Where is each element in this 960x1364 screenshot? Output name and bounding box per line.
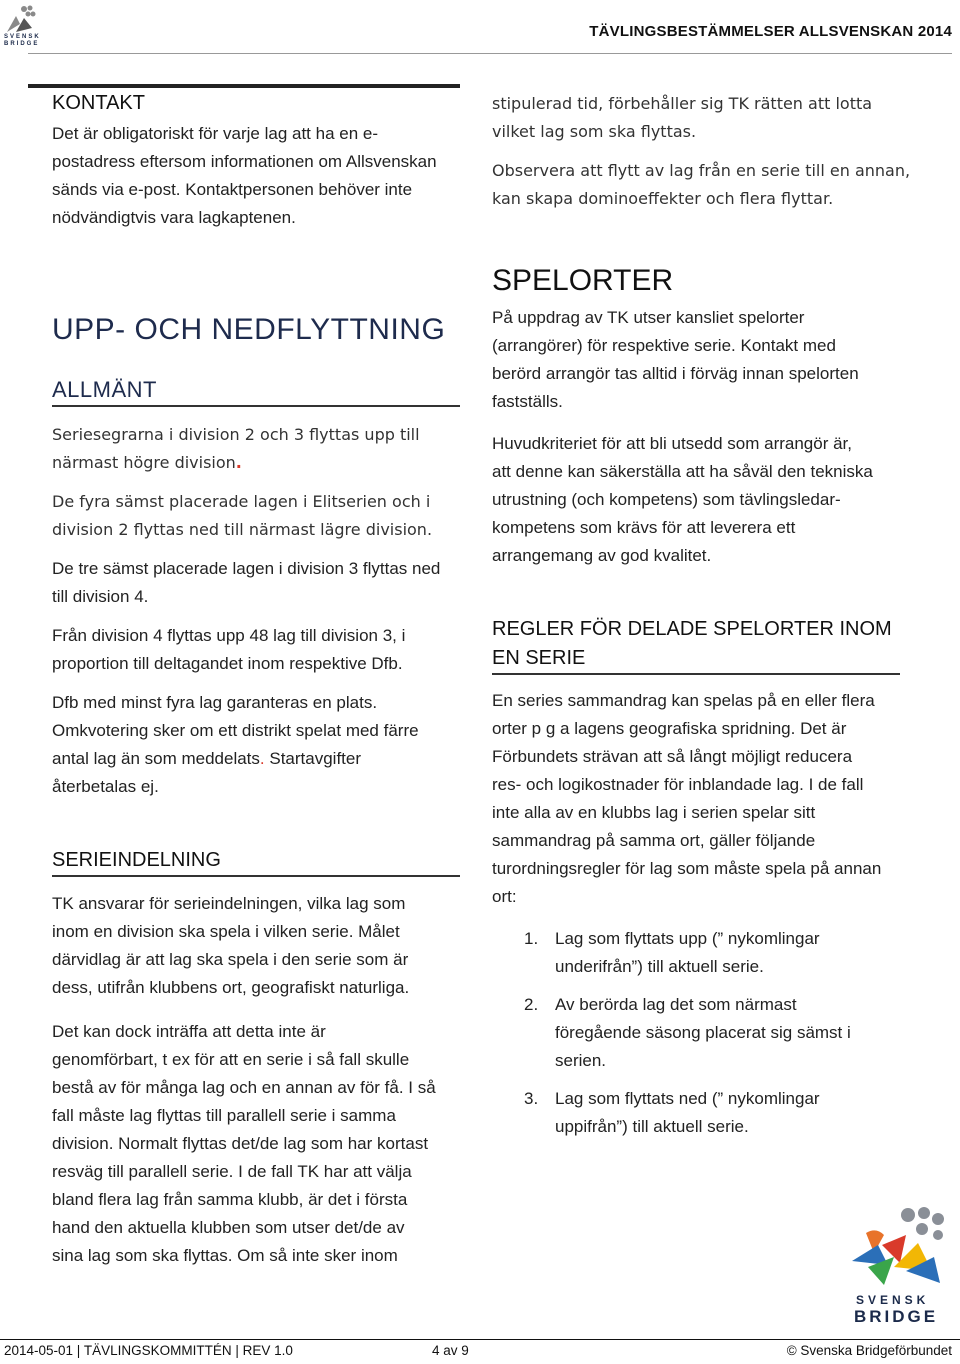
serieindelning-text: division. Normalt flyttas det/de lag som har kortast: [52, 1134, 429, 1153]
list-item-text: uppifrån”) till aktuell serie.: [555, 1117, 749, 1136]
kontakt-line: sänds via e-post. Kontaktpersonen behöver inte: [52, 180, 413, 199]
upp-ned-text-span: Startavgifter: [269, 749, 362, 768]
serieindelning-body: [52, 890, 462, 1270]
spelorter-section: [492, 262, 922, 300]
upp-ned-text: De tre sämst placerade lagen i division 3 flyttas ned: [52, 559, 441, 578]
serieindelning-text: sina lag som ska flyttas. Om så inte sker inom: [52, 1246, 398, 1265]
serieindelning-text: dess, utifrån klubbens ort, geografiskt naturliga.: [52, 978, 410, 997]
upp-ned-heading: UPP- OCH NEDFLYTTNING: [52, 313, 446, 346]
serieindelning-text: hand den aktuella klubben som utser det/de av: [52, 1218, 405, 1237]
upp-ned-text: Från division 4 flyttas upp 48 lag till division 3, i: [52, 626, 406, 645]
regler-text: res- och logikostnader för inblandade lag. I de fall: [492, 775, 864, 794]
continuation-text: kan skapa dominoeffekter och flera flyttar.: [492, 189, 834, 208]
footer-divider: [0, 1339, 960, 1340]
right-continuation: [492, 90, 922, 213]
spelorter-text: fastställs.: [492, 392, 563, 411]
footer-left: 2014-05-01 | TÄVLINGSKOMMITTÉN | REV 1.0: [4, 1343, 293, 1358]
serieindelning-text: resväg till parallell serie. I de fall TK har att välja: [52, 1162, 412, 1181]
regler-text: inte alla av en klubbs lag i serien spelar sitt: [492, 803, 816, 822]
spelorter-heading: SPELORTER: [492, 264, 674, 297]
spelorter-text: kompetens som krävs för att leverera ett: [492, 518, 796, 537]
spelorter-text: På uppdrag av TK utser kansliet spelorter: [492, 308, 805, 327]
kontakt-section: [52, 88, 462, 232]
serieindelning-text: därvidlag är att lag ska spela i den serie som är: [52, 950, 409, 969]
page-number: 4 av 9: [432, 1343, 469, 1358]
logo-text-bridge: BRIDGE: [854, 1307, 939, 1326]
logo-text-bottom: BRIDGE: [4, 41, 40, 47]
upp-ned-text: Seriesegrarna i division 2 och 3 flyttas upp till: [52, 425, 420, 444]
spelorter-body: [492, 304, 922, 570]
bridge-mark-icon: [848, 1205, 948, 1293]
serieindelning-text: Det kan dock inträffa att detta inte är: [52, 1022, 326, 1041]
upp-ned-text: division 2 flyttas ned till närmast lägre division.: [52, 520, 433, 539]
list-item-number: 1.: [524, 929, 539, 948]
regler-text: turordningsregler för lag som måste spela på annan: [492, 859, 882, 878]
upp-ned-text: Omkvotering sker om ett distrikt spelat med färre: [52, 721, 419, 740]
upp-ned-text: till division 4.: [52, 587, 149, 606]
list-item-text: Lag som flyttats ned (” nykomlingar: [555, 1089, 820, 1108]
upp-ned-text-span: antal lag än som meddelats: [52, 749, 260, 768]
regler-text: sammandrag på samma ort, gäller följande: [492, 831, 816, 850]
spelorter-text: arrangemang av god kvalitet.: [492, 546, 712, 565]
list-item-text: serien.: [555, 1051, 607, 1070]
upp-ned-text: [52, 449, 462, 477]
bridge-logo-icon: [4, 4, 38, 34]
serieindelning-text: bestå av för många lag och en annan av för få. I så: [52, 1078, 436, 1097]
regler-section: [492, 615, 922, 673]
serieindelning-text: TK ansvarar för serieindelningen, vilka lag som: [52, 894, 406, 913]
serieindelning-text: fall måste lag flyttas till parallell serie i samma: [52, 1106, 396, 1125]
list-item-text: underifrån”) till aktuell serie.: [555, 957, 764, 976]
list-item-text: Av berörda lag det som närmast: [555, 995, 797, 1014]
list-item-text: föregående säsong placerat sig sämst i: [555, 1023, 851, 1042]
kontakt-heading: KONTAKT: [52, 92, 145, 114]
document-title: TÄVLINGSBESTÄMMELSER ALLSVENSKAN 2014: [589, 23, 952, 40]
serieindelning-section: [52, 845, 462, 875]
serieindelning-text: genomförbart, t ex för att en serie i så fall skulle: [52, 1050, 410, 1069]
list-item: [492, 1085, 922, 1141]
list-item-number: 3.: [524, 1089, 539, 1108]
upp-ned-text: De fyra sämst placerade lagen i Elitserien och i: [52, 492, 431, 511]
list-item-text: Lag som flyttats upp (” nykomlingar: [555, 929, 820, 948]
kontakt-line: Det är obligatoriskt för varje lag att ha en e-: [52, 124, 378, 143]
footer-right: © Svenska Bridgeförbundet: [786, 1343, 952, 1358]
spelorter-text: utrustning (och kompetens) som tävlingsledar-: [492, 490, 841, 509]
serieindelning-text: bland flera lag från samma klubb, är det i första: [52, 1190, 408, 1209]
list-item-number: 2.: [524, 995, 539, 1014]
header-divider: [28, 53, 952, 54]
regler-text: ort:: [492, 887, 517, 906]
allmant-heading: ALLMÄNT: [52, 377, 157, 402]
turordning-list: [492, 925, 922, 1141]
upp-ned-section: [52, 310, 462, 350]
serieindelning-text: inom en division ska spela i vilken serie. Målet: [52, 922, 400, 941]
kontakt-line: nödvändigtvis vara lagkaptenen.: [52, 208, 296, 227]
regler-heading-line: REGLER FÖR DELADE SPELORTER INOM: [492, 618, 892, 640]
continuation-text: Observera att flytt av lag från en serie till en annan,: [492, 161, 911, 180]
logo-text-top: SVENSK: [4, 34, 41, 40]
upp-ned-text: återbetalas ej.: [52, 777, 159, 796]
list-item: [492, 991, 922, 1075]
upp-ned-text: [52, 745, 462, 773]
regler-text: orter p g a lagens geografiska spridning. Det är: [492, 719, 847, 738]
svensk-bridge-logo: [848, 1205, 948, 1330]
kontakt-line: postadress eftersom informationen om Allsvenskan: [52, 152, 437, 171]
serieindelning-rule: [52, 875, 460, 877]
regler-rule: [492, 673, 900, 675]
spelorter-text: Huvudkriteriet för att bli utsedd som arrangör är,: [492, 434, 852, 453]
spelorter-text: berörd arrangör tas alltid i förväg innan spelorten: [492, 364, 859, 383]
header-logo: [4, 4, 41, 48]
red-dot: .: [259, 749, 270, 768]
continuation-text: vilket lag som ska flyttas.: [492, 122, 697, 141]
upp-ned-text: proportion till deltagandet inom respektive Dfb.: [52, 654, 403, 673]
upp-ned-text-span: närmast högre division: [52, 453, 236, 472]
continuation-text: stipulerad tid, förbehåller sig TK rätten att lotta: [492, 94, 873, 113]
regler-heading-line: EN SERIE: [492, 647, 586, 669]
logo-text-svensk: SVENSK: [856, 1293, 930, 1307]
list-item: [492, 925, 922, 981]
red-dot: .: [235, 453, 242, 472]
spelorter-text: att denne kan säkerställa att ha såväl den tekniska: [492, 462, 873, 481]
allmant-rule: [52, 405, 460, 407]
serieindelning-heading: SERIEINDELNING: [52, 849, 221, 871]
spelorter-text: (arrangörer) för respektive serie. Kontakt med: [492, 336, 836, 355]
upp-ned-body: [52, 421, 462, 801]
upp-ned-text: Dfb med minst fyra lag garanteras en plats.: [52, 693, 378, 712]
regler-body: [492, 687, 922, 1151]
allmant-subsection: [52, 375, 462, 405]
regler-text: Förbundets strävan att så långt möjligt reducera: [492, 747, 853, 766]
regler-text: En series sammandrag kan spelas på en eller flera: [492, 691, 875, 710]
